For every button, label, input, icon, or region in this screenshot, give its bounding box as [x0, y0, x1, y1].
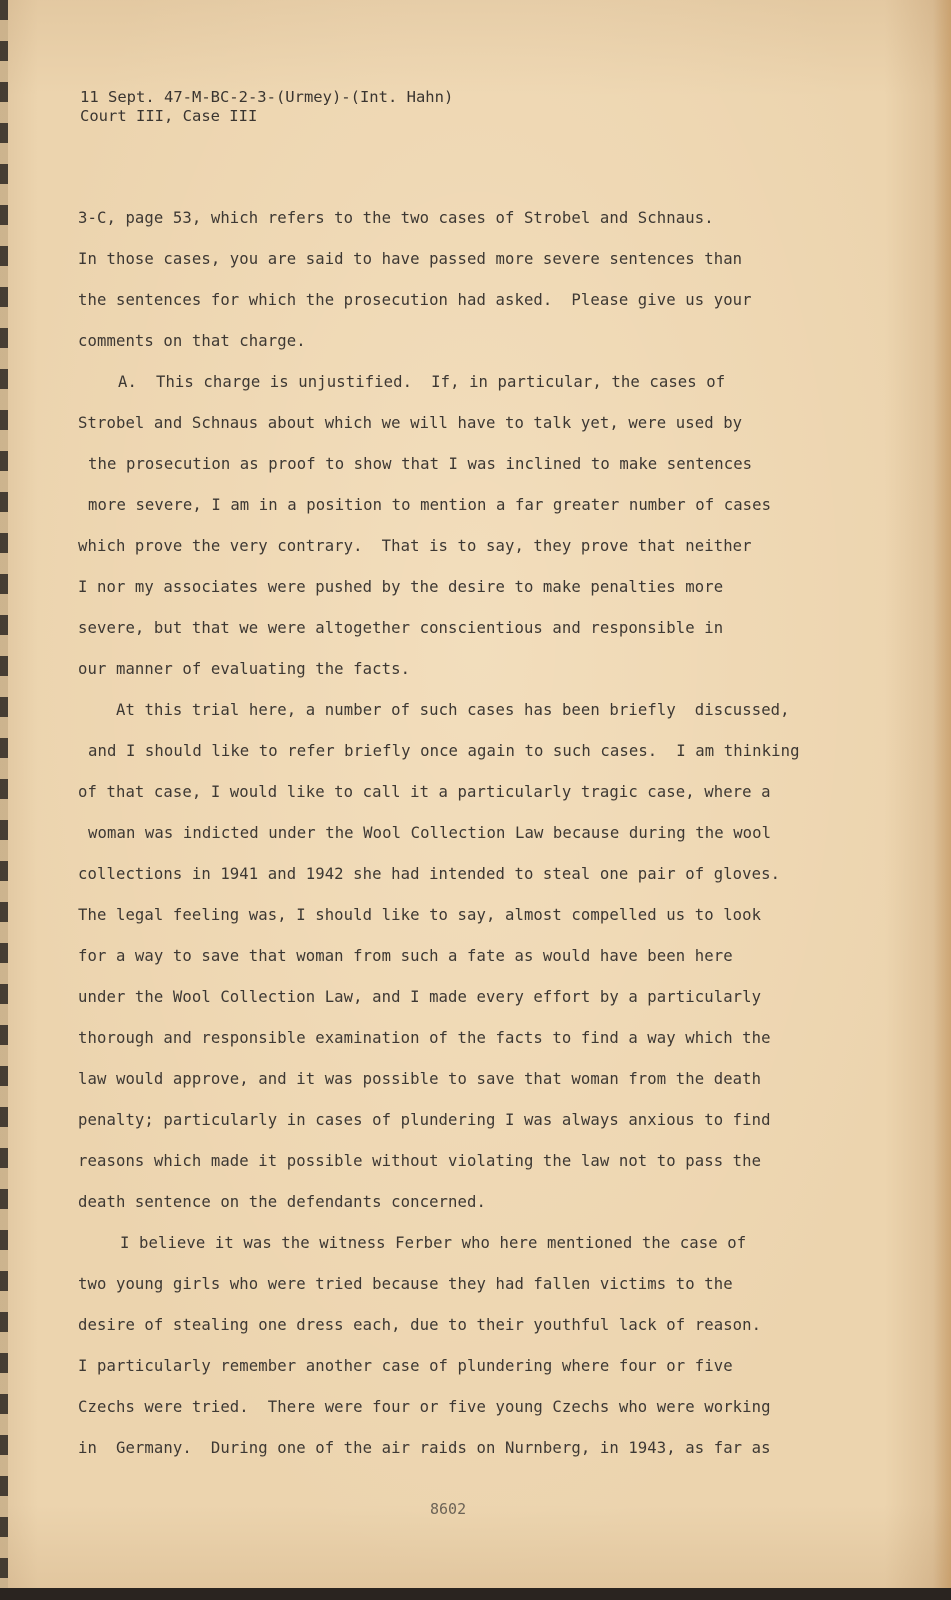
text-line: reasons which made it possible without violating the law not to pass the [78, 1152, 762, 1170]
text-line: Strobel and Schnaus about which we will have to talk yet, were used by [78, 414, 743, 432]
text-line: penalty; particularly in cases of plundering I was always anxious to find [78, 1111, 771, 1129]
text-line: 3-C, page 53, which refers to the two cases of Strobel and Schnaus. [78, 209, 714, 227]
text-line: thorough and responsible examination of the facts to find a way which the [78, 1029, 771, 1047]
header-reference-line: 11 Sept. 47-M-BC-2-3-(Urmey)-(Int. Hahn) [80, 88, 454, 106]
text-line: our manner of evaluating the facts. [78, 660, 411, 678]
text-line: for a way to save that woman from such a fate as would have been here [78, 947, 733, 965]
text-line: A. This charge is unjustified. If, in particular, the cases of [118, 373, 726, 391]
header-court-line: Court III, Case III [80, 107, 258, 125]
text-line: the sentences for which the prosecution had asked. Please give us your [78, 291, 752, 309]
text-line: death sentence on the defendants concerned. [78, 1193, 486, 1211]
text-line: and I should like to refer briefly once again to such cases. I am thinking [88, 742, 800, 760]
text-line: two young girls who were tried because they had fallen victims to the [78, 1275, 733, 1293]
text-line: Czechs were tried. There were four or five young Czechs who were working [78, 1398, 771, 1416]
text-line: in Germany. During one of the air raids on Nurnberg, in 1943, as far as [78, 1439, 771, 1457]
text-line: law would approve, and it was possible to save that woman from the death [78, 1070, 762, 1088]
text-line: At this trial here, a number of such cases has been briefly discussed, [116, 701, 790, 719]
text-line: desire of stealing one dress each, due to their youthful lack of reason. [78, 1316, 762, 1334]
text-line: collections in 1941 and 1942 she had intended to steal one pair of gloves. [78, 865, 781, 883]
text-line: I nor my associates were pushed by the desire to make penalties more [78, 578, 724, 596]
text-line: of that case, I would like to call it a particularly tragic case, where a [78, 783, 771, 801]
text-line: In those cases, you are said to have passed more severe sentences than [78, 250, 743, 268]
text-line: woman was indicted under the Wool Collection Law because during the wool [88, 824, 772, 842]
text-line: which prove the very contrary. That is to say, they prove that neither [78, 537, 752, 555]
text-line: the prosecution as proof to show that I was inclined to make sentences [88, 455, 753, 473]
text-line: severe, but that we were altogether conscientious and responsible in [78, 619, 724, 637]
text-line: comments on that charge. [78, 332, 306, 350]
text-line: more severe, I am in a position to mention a far greater number of cases [88, 496, 772, 514]
text-line: under the Wool Collection Law, and I made every effort by a particularly [78, 988, 762, 1006]
text-line: I particularly remember another case of plundering where four or five [78, 1357, 733, 1375]
text-line: The legal feeling was, I should like to say, almost compelled us to look [78, 906, 762, 924]
page-number: 8602 [430, 1500, 467, 1518]
bottom-edge [0, 1588, 951, 1600]
text-line: I believe it was the witness Ferber who here mentioned the case of [120, 1234, 747, 1252]
